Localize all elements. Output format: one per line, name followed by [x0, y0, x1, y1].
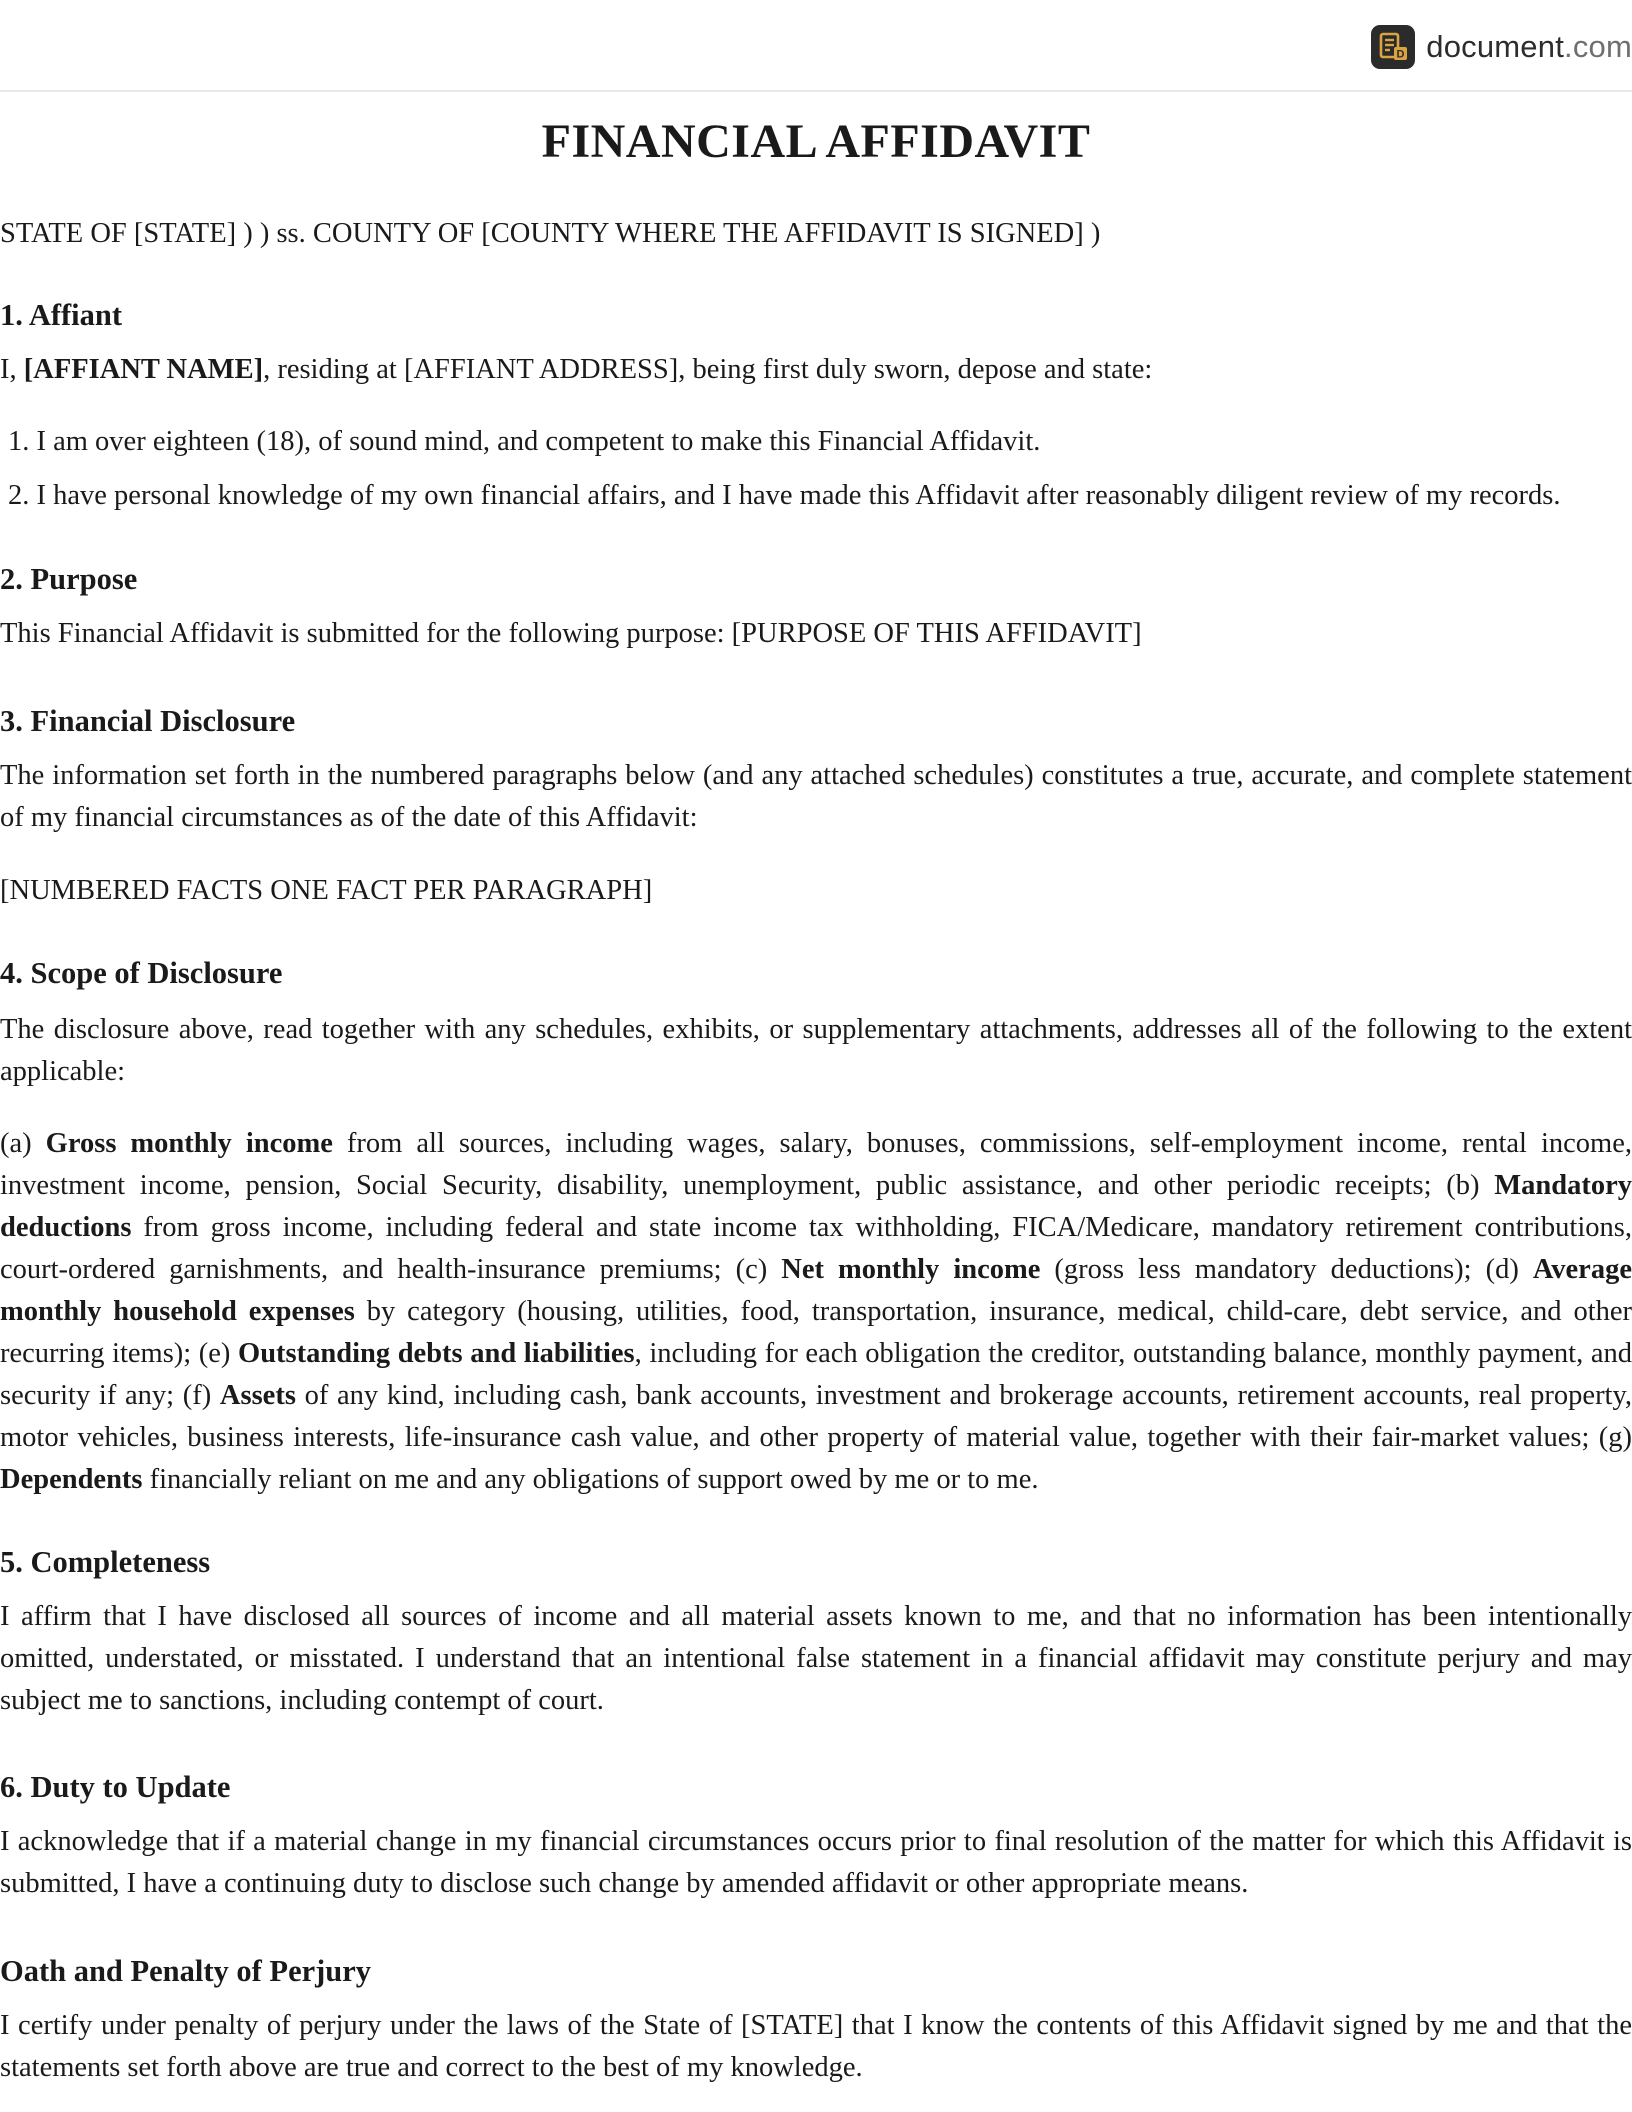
numbered-facts-placeholder: [NUMBERED FACTS ONE FACT PER PARAGRAPH]: [0, 875, 653, 906]
affiant-name: [AFFIANT NAME]: [23, 354, 264, 385]
header-bar: [0, 0, 1632, 92]
scope-term-mandatory-deductions: Mandatory deductions: [0, 1170, 1632, 1243]
section-4-heading: 4. Scope of Disclosure: [0, 956, 283, 990]
scope-term-net-income: Net monthly income: [781, 1254, 1041, 1285]
scope-text: from gross income, including federal and state income tax withholding, FICA/Medicare, mandatory retirement contributions, court-ordered garnishments, and health-insurance premiums; (c): [0, 1212, 1632, 1285]
section-2-heading: 2. Purpose: [0, 562, 138, 596]
brand-name-text: document: [1426, 29, 1565, 64]
purpose-text: This Financial Affidavit is submitted for the following purpose: [PURPOSE OF THIS AFFIDAVIT]: [0, 618, 1142, 649]
scope-text: financially reliant on me and any obligations of support owed by me or to me.: [142, 1464, 1039, 1495]
affiant-item-1: 1. I am over eighteen (18), of sound mind, and competent to make this Financial Affidavit.: [8, 426, 1041, 457]
document-title: FINANCIAL AFFIDAVIT: [541, 115, 1091, 168]
scope-term-gross-income: Gross monthly income: [45, 1128, 333, 1159]
oath-heading: Oath and Penalty of Perjury: [0, 1954, 372, 1988]
affiant-item-2: 2. I have personal knowledge of my own financial affairs, and I have made this Affidavit after reasonably diligent review of my records.: [8, 480, 1561, 511]
section-6-heading: 6. Duty to Update: [0, 1770, 231, 1804]
brand-logo[interactable]: [1371, 24, 1632, 70]
document-logo-icon: [1371, 25, 1415, 69]
scope-term-debts: Outstanding debts and liabilities: [238, 1338, 635, 1369]
section-5-heading: 5. Completeness: [0, 1545, 211, 1579]
svg-text:D: D: [1396, 48, 1405, 61]
section-3-heading: 3. Financial Disclosure: [0, 704, 296, 738]
scope-term-assets: Assets: [219, 1380, 296, 1411]
brand-name: [1426, 29, 1632, 65]
scope-text: (gross less mandatory deductions); (d): [1040, 1254, 1533, 1285]
duty-to-update-text: I acknowledge that if a material change in my financial circumstances occurs prior to final resolution of the matter for which this Affidavit is submitted, I have a continuing duty to disclose such change by amended affidavit or other appropriate means.: [0, 1826, 1632, 1899]
affiant-intro-post: , residing at [AFFIANT ADDRESS], being first duly sworn, depose and state:: [263, 354, 1153, 385]
affiant-intro-pre: I,: [0, 354, 24, 385]
scope-list: [0, 1123, 1632, 1501]
scope-intro: The disclosure above, read together with any schedules, exhibits, or supplementary attachments, addresses all of the following to the extent applicable:: [0, 1014, 1632, 1087]
brand-tld: .com: [1564, 29, 1632, 64]
disclosure-text: The information set forth in the numbered paragraphs below (and any attached schedules) constitutes a true, accurate, and complete statement of my financial circumstances as of the date of this Affidavit:: [0, 760, 1632, 833]
scope-text: from all sources, including wages, salary, bonuses, commissions, self-employment income, rental income, investment income, pension, Social Security, disability, unemployment, public assistance, and other periodic receipts; (b): [0, 1128, 1632, 1201]
scope-term-household-expenses: Average monthly household expenses: [0, 1254, 1632, 1327]
affiant-intro: [0, 349, 1632, 391]
completeness-text: I affirm that I have disclosed all sources of income and all material assets known to me, and that no information has been intentionally omitted, understated, or misstated. I understand that an intentional false statement in a financial affidavit may constitute perjury and may subject me to sanctions, including contempt of court.: [0, 1601, 1632, 1716]
oath-text: I certify under penalty of perjury under the laws of the State of [STATE] that I know the contents of this Affidavit signed by me and that the statements set forth above are true and correct to the best of my knowledge.: [0, 2010, 1632, 2083]
scope-text: by category (housing, utilities, food, transportation, insurance, medical, child-care, debt service, and other recurring items); (e): [0, 1296, 1632, 1369]
scope-text: , including for each obligation the creditor, outstanding balance, monthly payment, and security if any; (f): [0, 1338, 1632, 1411]
section-1-heading: 1. Affiant: [0, 298, 122, 332]
scope-term-dependents: Dependents: [0, 1464, 143, 1495]
venue-line: STATE OF [STATE] ) ) ss. COUNTY OF [COUNTY WHERE THE AFFIDAVIT IS SIGNED] ): [0, 218, 1101, 249]
scope-text: (a): [0, 1128, 46, 1159]
scope-text: of any kind, including cash, bank accounts, investment and brokerage accounts, retirement accounts, real property, motor vehicles, business interests, life-insurance cash value, and other property of material value, together with their fair-market values; (g): [0, 1380, 1632, 1453]
